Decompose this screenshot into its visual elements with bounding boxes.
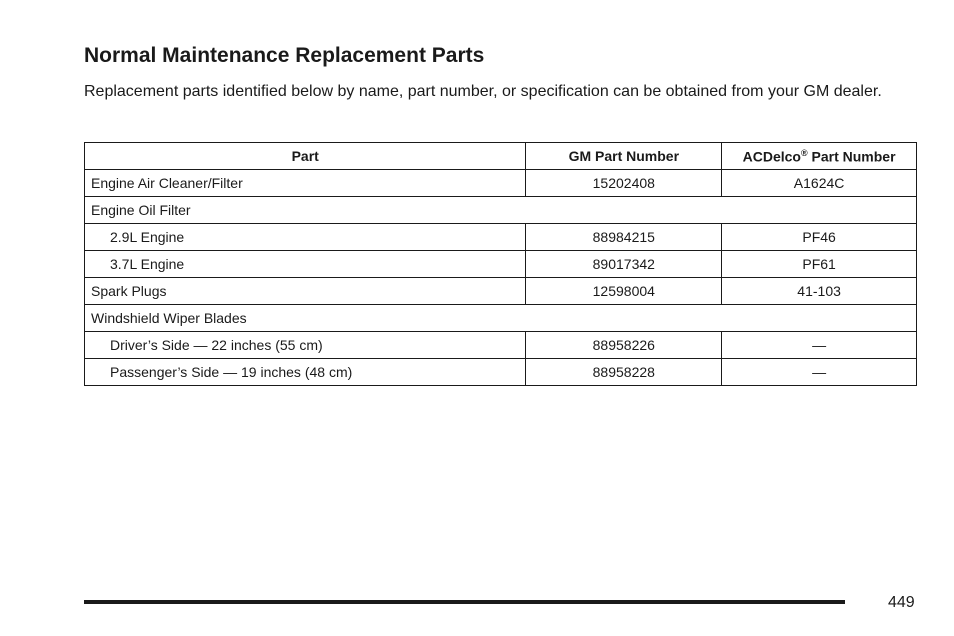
header-acdelco-suffix: Part Number xyxy=(807,148,896,165)
cell-part: 3.7L Engine xyxy=(85,251,526,278)
cell-gm-part-number: 88958226 xyxy=(526,332,722,359)
page-number: 449 xyxy=(888,594,915,611)
cell-part: Driver’s Side — 22 inches (55 cm) xyxy=(85,332,526,359)
table-row-group xyxy=(85,197,917,224)
table-row xyxy=(85,224,917,251)
table-row xyxy=(85,359,917,386)
cell-gm-part-number: 88984215 xyxy=(526,224,722,251)
cell-acdelco-part-number: 41-103 xyxy=(722,278,917,305)
header-part: Part xyxy=(85,143,526,170)
header-acdelco-brand: ACDelco xyxy=(742,148,801,165)
cell-gm-part-number: 12598004 xyxy=(526,278,722,305)
cell-gm-part-number: 15202408 xyxy=(526,170,722,197)
table-row-group xyxy=(85,305,917,332)
table-header-row xyxy=(85,143,917,170)
cell-part-group: Windshield Wiper Blades xyxy=(85,305,917,332)
cell-part: Engine Air Cleaner/Filter xyxy=(85,170,526,197)
cell-acdelco-part-number: A1624C xyxy=(722,170,917,197)
table-row xyxy=(85,278,917,305)
intro-paragraph: Replacement parts identified below by name, part number, or specification can be obtained from your GM dealer. xyxy=(84,83,882,100)
header-gm-part-number: GM Part Number xyxy=(526,143,722,170)
footer-rule xyxy=(84,600,845,604)
table-row xyxy=(85,251,917,278)
registered-mark: ® xyxy=(800,147,808,158)
table-row xyxy=(85,170,917,197)
table-row xyxy=(85,332,917,359)
cell-part-group: Engine Oil Filter xyxy=(85,197,917,224)
cell-acdelco-part-number: PF46 xyxy=(722,224,917,251)
cell-gm-part-number: 89017342 xyxy=(526,251,722,278)
header-acdelco-part-number xyxy=(722,143,917,170)
parts-table xyxy=(84,142,917,386)
cell-part: 2.9L Engine xyxy=(85,224,526,251)
cell-acdelco-part-number: PF61 xyxy=(722,251,917,278)
cell-acdelco-part-number: — xyxy=(722,359,917,386)
cell-gm-part-number: 88958228 xyxy=(526,359,722,386)
cell-acdelco-part-number: — xyxy=(722,332,917,359)
cell-part: Passenger’s Side — 19 inches (48 cm) xyxy=(85,359,526,386)
page-title: Normal Maintenance Replacement Parts xyxy=(84,44,485,67)
cell-part: Spark Plugs xyxy=(85,278,526,305)
